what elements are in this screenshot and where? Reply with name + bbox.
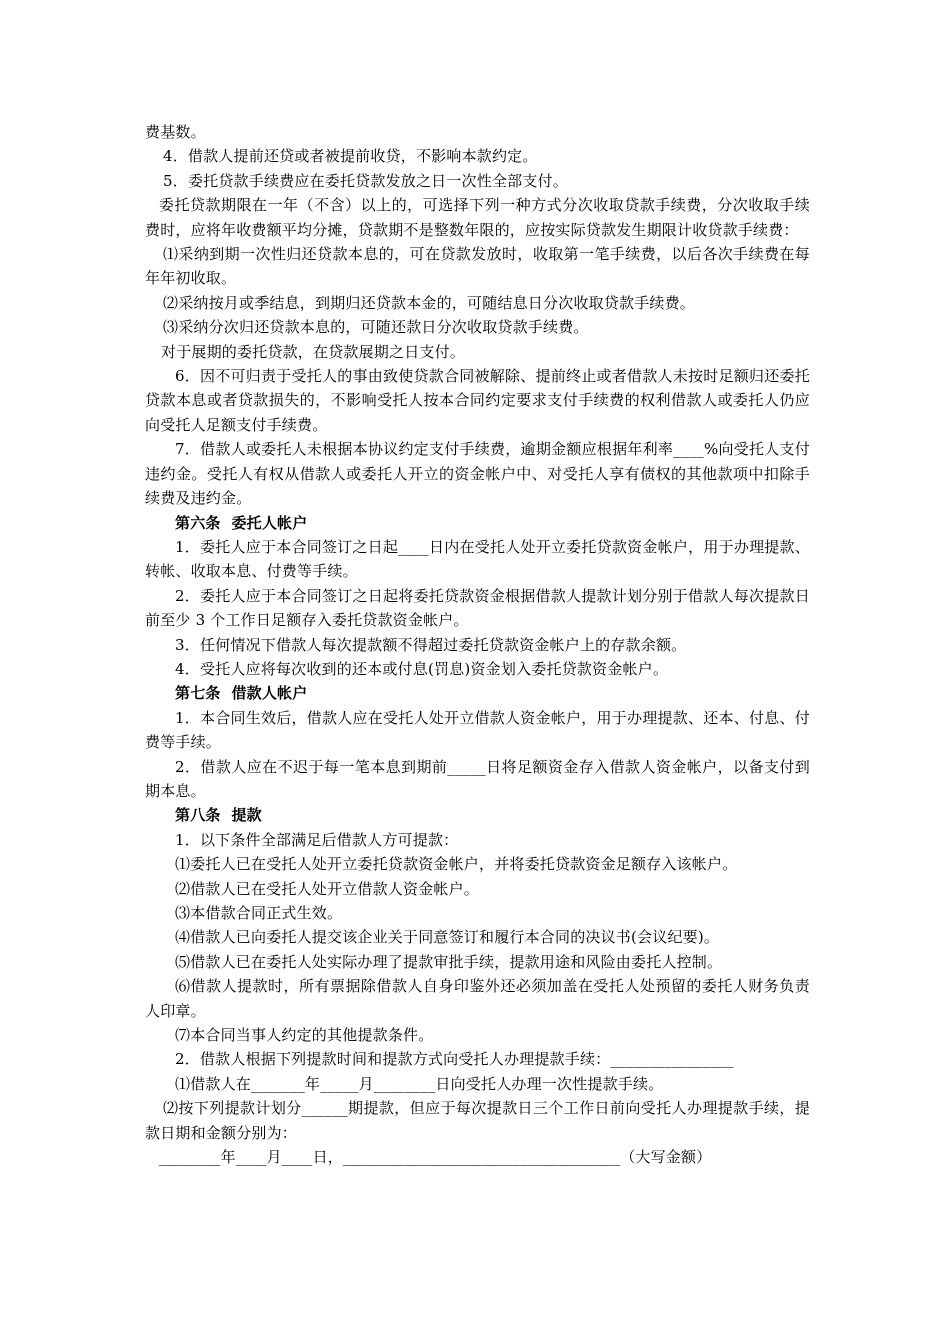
paragraph: 6．因不可归责于受托人的事由致使贷款合同被解除、提前终止或者借款人未按时足额归还委托贷款本息或者贷款损失的，不影响受托人按本合同约定要求支付手续费的权利借款人或委托人仍应向受托人足额支付手续费。 <box>145 367 810 434</box>
paragraph: 1．本合同生效后，借款人应在受托人处开立借款人资金帐户，用于办理提款、还本、付息、付费等手续。 <box>145 708 810 752</box>
paragraph: 3．任何情况下借款人每次提款额不得超过委托贷款资金帐户上的存款余额。 <box>175 635 687 654</box>
paragraph: ⑶采纳分次归还贷款本息的，可随还款日分次收取贷款手续费。 <box>163 318 589 337</box>
paragraph: ⑶本借款合同正式生效。 <box>175 904 343 922</box>
paragraph: ⑵采纳按月或季结息，到期归还贷款本金的，可随结息日分次收取贷款手续费。 <box>163 293 696 312</box>
paragraph: ⑴采纳到期一次性归还贷款本息的，可在贷款发放时，收取第一笔手续费，以后各次手续费在每年年初收取。 <box>145 245 810 288</box>
paragraph: 7．借款人或委托人未根据本协议约定支付手续费，逾期金额应根据年利率____%向受托人支付违约金。受托人有权从借款人或委托人开立的资金帐户中、对受托人享有债权的其他款项中扣除手续费及违约金。 <box>145 440 810 508</box>
paragraph: ⑴借款人在_______年_____月________日向受托人办理一次性提款手续。 <box>175 1074 664 1093</box>
paragraph: 1．委托人应于本合同签订之日起____日内在受托人处开立委托贷款资金帐户，用于办理提款、转帐、收取本息、付费等手续。 <box>145 537 810 581</box>
paragraph: 4．借款人提前还贷或者被提前收贷，不影响本款约定。 <box>163 147 538 166</box>
paragraph: ⑺本合同当事人约定的其他提款条件。 <box>175 1026 434 1045</box>
paragraph: 4．受托人应将每次收到的还本或付息(罚息)资金划入委托贷款资金帐户。 <box>175 659 669 678</box>
section-heading: 第六条 委托人帐户 <box>175 513 308 532</box>
paragraph: ________年____月____日，____________________________________（大写金额） <box>159 1148 712 1167</box>
paragraph: 5．委托贷款手续费应在委托贷款发放之日一次性全部支付。 <box>163 171 568 190</box>
paragraph: 2．委托人应于本合同签订之日起将委托贷款资金根据借款人提款计划分别于借款人每次提款日前至少 3 个工作日足额存入委托贷款资金帐户。 <box>145 586 810 630</box>
paragraph: 2．借款人根据下列提款时间和提款方式向受托人办理提款手续：________________ <box>175 1050 734 1069</box>
paragraph: ⑸借款人已在委托人处实际办理了提款审批手续，提款用途和风险由委托人控制。 <box>175 952 723 971</box>
section-heading: 第七条 借款人帐户 <box>175 684 308 703</box>
paragraph: 1．以下条件全部满足后借款人方可提款： <box>175 830 459 849</box>
paragraph: ⑵按下列提款计划分______期提款，但应于每次提款日三个工作日前向受托人办理提款手续，提款日期和金额分别为： <box>145 1099 810 1142</box>
paragraph: ⑷借款人已向委托人提交该企业关于同意签订和履行本合同的决议书(会议纪要)。 <box>175 928 720 947</box>
paragraph: ⑹借款人提款时，所有票据除借款人自身印鉴外还必须加盖在受托人处预留的委托人财务负责人印章。 <box>145 977 810 1020</box>
section-heading: 第八条 提款 <box>175 806 262 825</box>
paragraph: 2．借款人应在不迟于每一笔本息到期前_____日将足额资金存入借款人资金帐户，以备支付到期本息。 <box>145 757 810 800</box>
paragraph: 委托贷款期限在一年（不含）以上的，可选择下列一种方式分次收取贷款手续费，分次收取手续费时，应将年收费额平均分摊，贷款期不是整数年限的，应按实际贷款发生期限计收贷款手续费： <box>145 196 810 239</box>
paragraph: ⑴委托人已在受托人处开立委托贷款资金帐户，并将委托贷款资金足额存入该帐户。 <box>175 855 738 874</box>
document-body <box>145 120 810 1169</box>
paragraph: ⑵借款人已在受托人处开立借款人资金帐户。 <box>175 879 480 898</box>
paragraph: 费基数。 <box>145 123 206 141</box>
paragraph: 对于展期的委托贷款，在贷款展期之日支付。 <box>161 342 466 361</box>
